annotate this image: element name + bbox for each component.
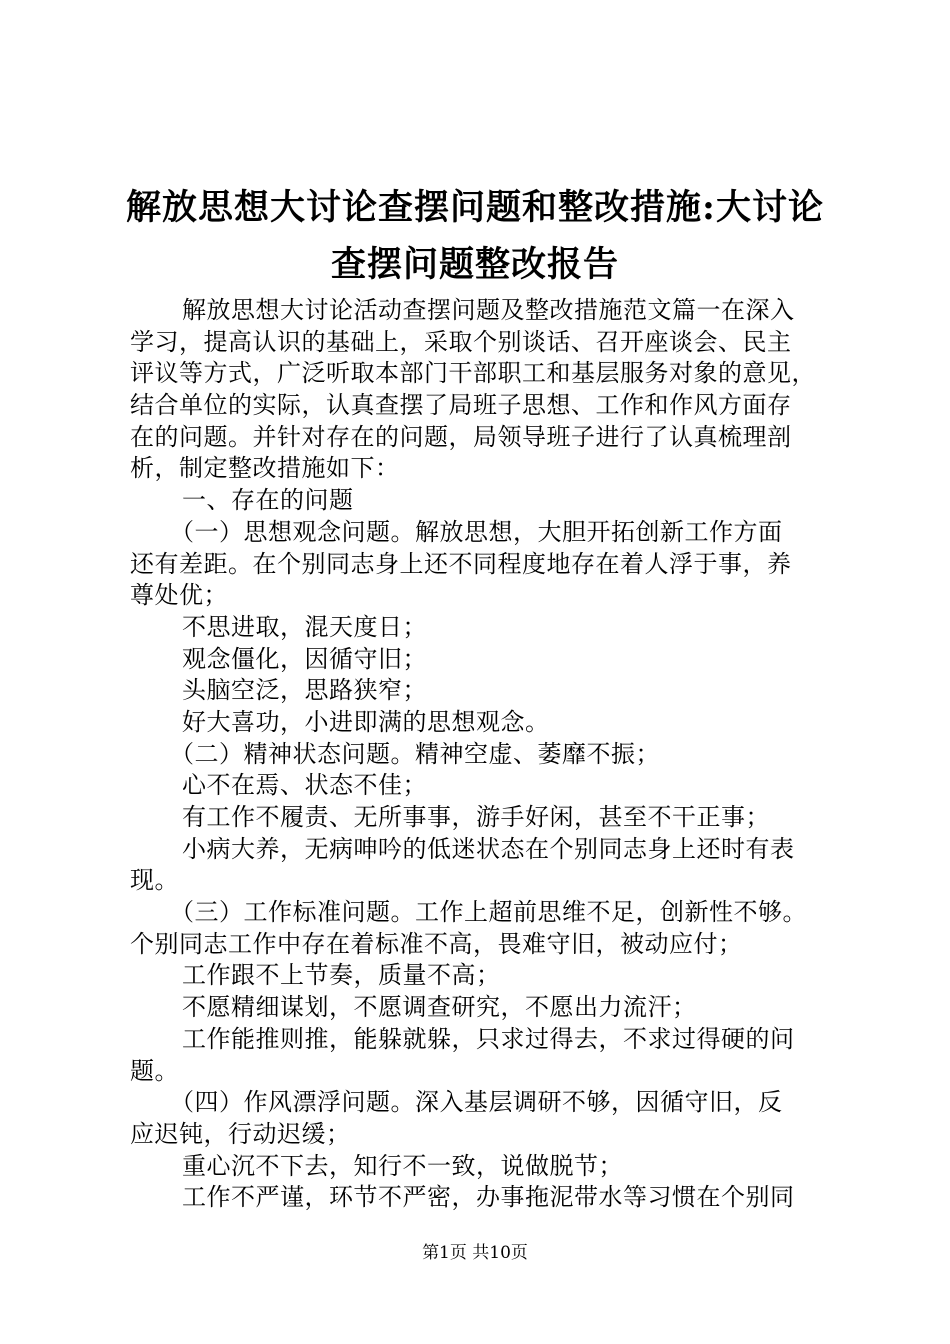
paragraph-line: 还有差距。在个别同志身上还不同程度地存在着人浮于事，养	[130, 549, 792, 578]
subsection-heading: （一）思想观念问题。解放思想，大胆开拓创新工作方面	[170, 517, 783, 546]
paragraph-line: 工作不严谨，环节不严密，办事拖泥带水等习惯在个别同	[182, 1183, 795, 1212]
subsection-heading: （二）精神状态问题。精神空虚、萎靡不振；	[170, 739, 660, 768]
paragraph-line: 在的问题。并针对存在的问题，局领导班子进行了认真梳理剖	[130, 422, 792, 451]
document-body	[130, 295, 850, 1214]
subsection-heading: （三）工作标准问题。工作上超前思维不足，创新性不够。	[170, 898, 807, 927]
paragraph-line: 析，制定整改措施如下：	[130, 454, 400, 483]
paragraph-line: 不愿精细谋划，不愿调查研究，不愿出力流汗；	[182, 993, 697, 1022]
subsection-heading: （四）作风漂浮问题。深入基层调研不够，因循守旧，反	[170, 1088, 783, 1117]
paragraph-line: 心不在焉、状态不佳；	[182, 771, 427, 800]
paragraph-line: 小病大养，无病呻吟的低迷状态在个别同志身上还时有表	[182, 834, 795, 863]
paragraph-line: 观念僵化，因循守旧；	[182, 644, 427, 673]
paragraph-line: 评议等方式，广泛听取本部门干部职工和基层服务对象的意见，	[130, 359, 816, 388]
paragraph-line: 不思进取，混天度日；	[182, 612, 427, 641]
paragraph-line: 有工作不履责、无所事事，游手好闲，甚至不干正事；	[182, 803, 770, 831]
document-title-line-1: 解放思想大讨论查摆问题和整改措施:大讨论	[126, 187, 824, 228]
paragraph-line: 应迟钝，行动迟缓；	[130, 1119, 351, 1148]
page-number-footer: 第1页 共10页	[422, 1243, 528, 1263]
paragraph-line: 工作跟不上节奏，质量不高；	[182, 961, 501, 990]
paragraph-line: 题。	[130, 1056, 179, 1085]
paragraph-line: 现。	[130, 866, 179, 895]
document-title-line-2: 查摆问题整改报告	[330, 244, 619, 285]
paragraph-line: 结合单位的实际，认真查摆了局班子思想、工作和作风方面存	[130, 391, 792, 420]
paragraph-line: 工作能推则推，能躲就躲，只求过得去，不求过得硬的问	[182, 1024, 795, 1053]
paragraph-line: 重心沉不下去，知行不一致，说做脱节；	[182, 1151, 623, 1180]
section-heading: 一、存在的问题	[182, 486, 354, 515]
paragraph-line: 学习，提高认识的基础上，采取个别谈话、召开座谈会、民主	[130, 327, 792, 356]
paragraph-line: 好大喜功，小进即满的思想观念。	[182, 707, 550, 736]
paragraph-line: 尊处优；	[130, 581, 228, 610]
paragraph-line: 个别同志工作中存在着标准不高，畏难守旧，被动应付；	[130, 929, 743, 958]
paragraph-line: 头脑空泛，思路狭窄；	[182, 676, 427, 705]
paragraph-line: 解放思想大讨论活动查摆问题及整改措施范文篇一在深入	[182, 296, 795, 324]
